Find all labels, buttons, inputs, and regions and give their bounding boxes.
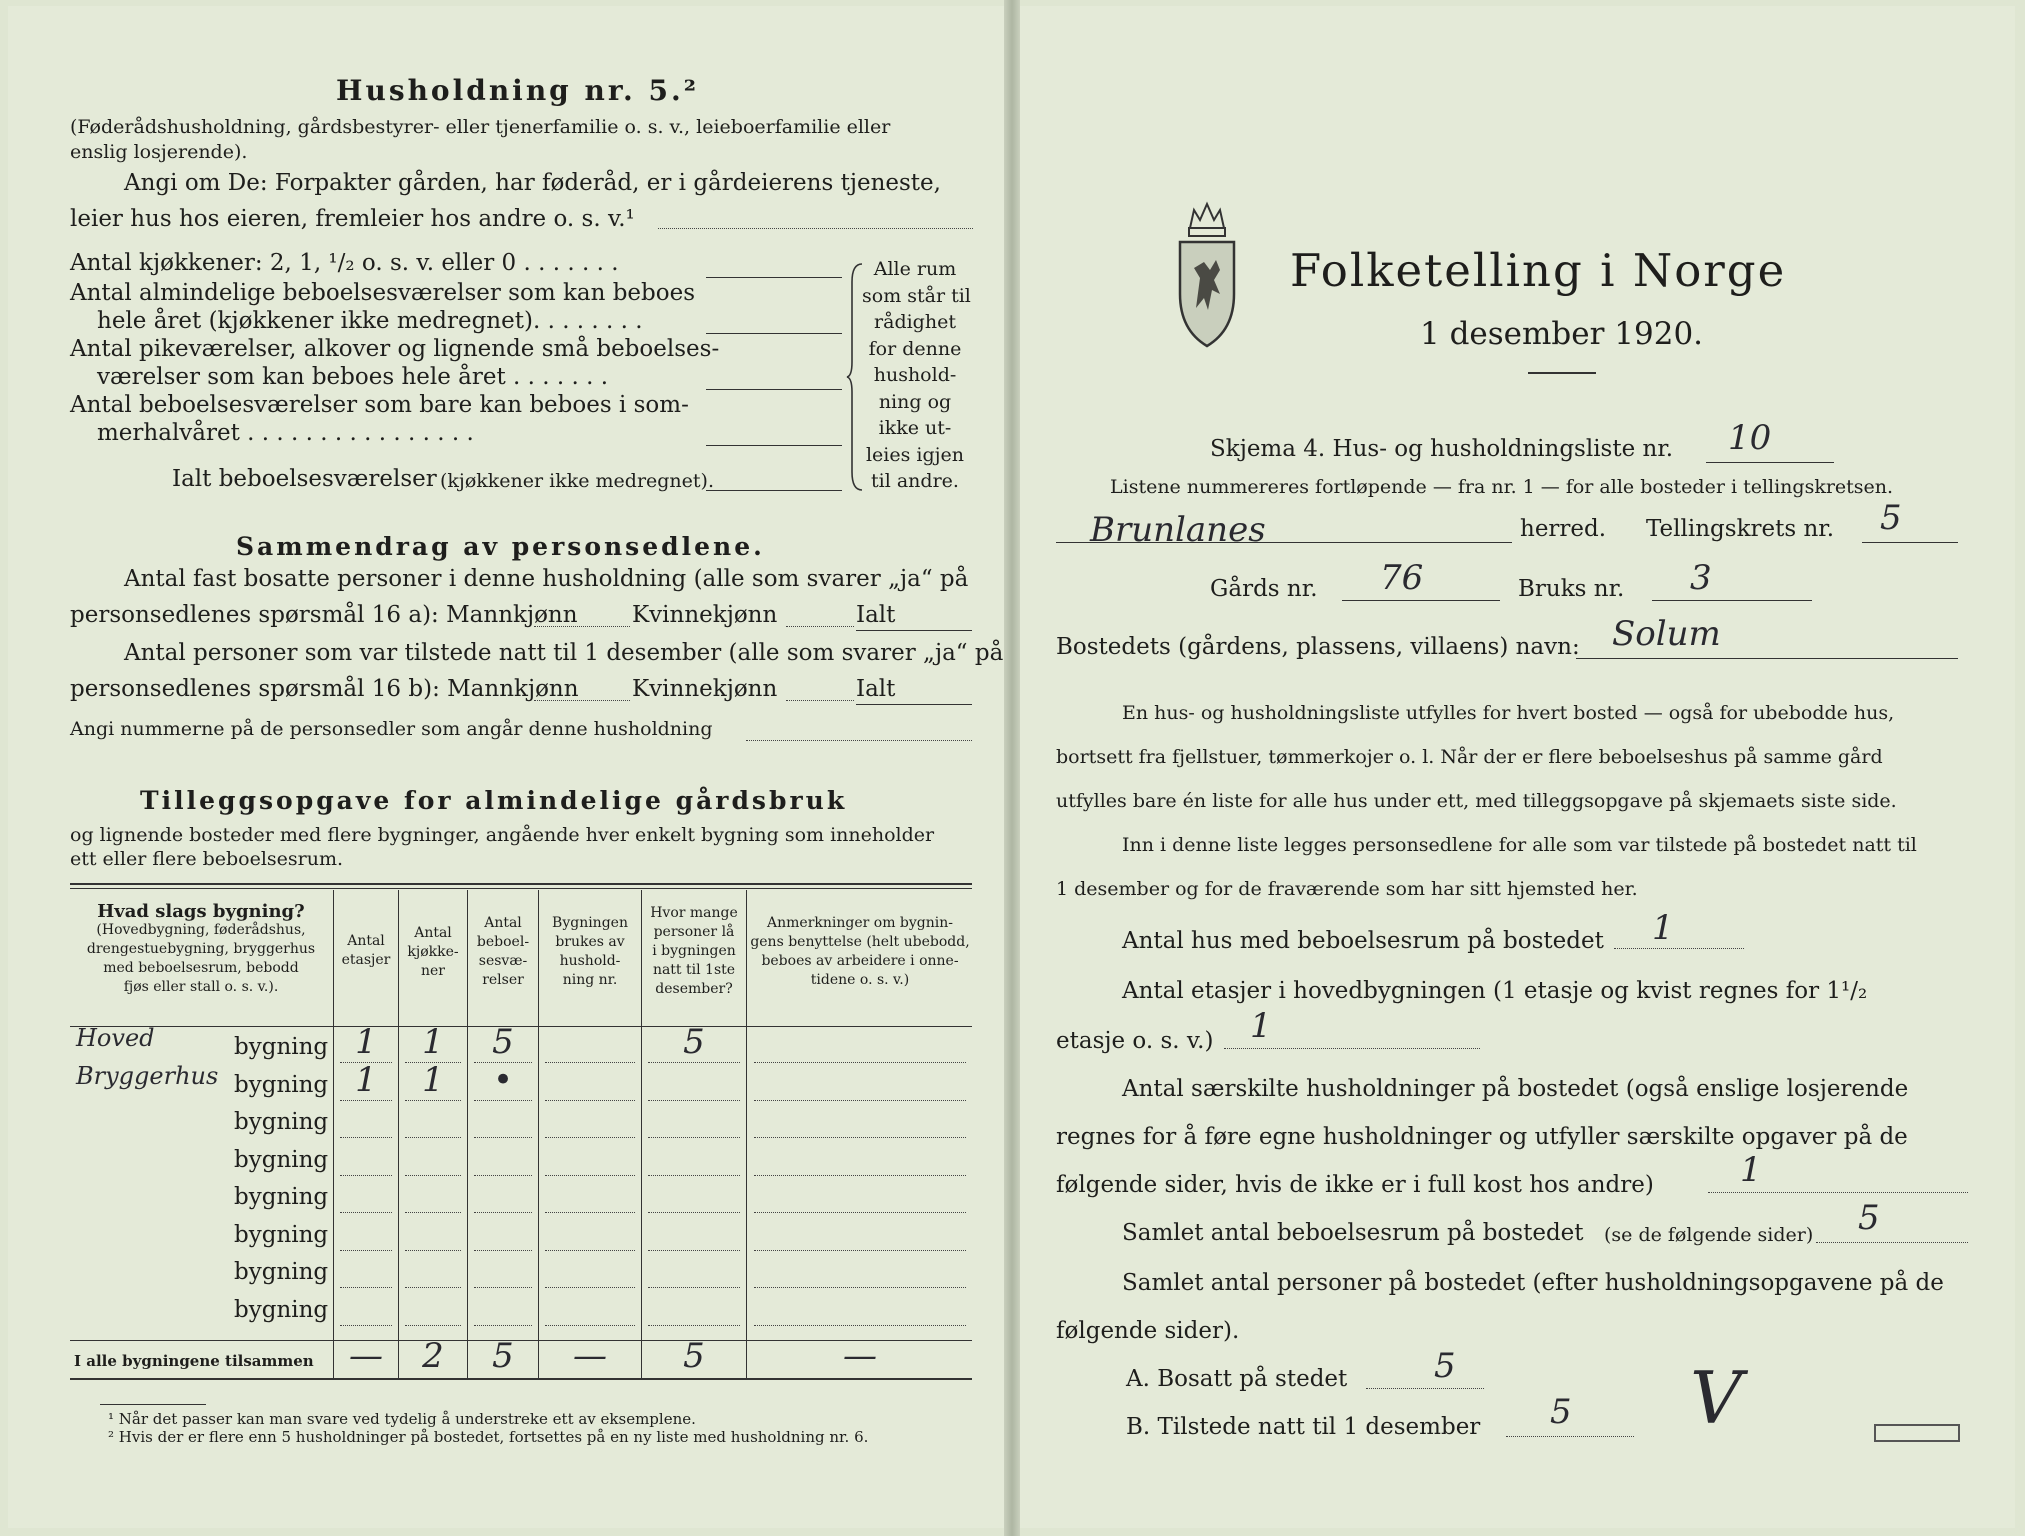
cell-line xyxy=(754,1250,966,1251)
summary-title: Sammendrag av personsedlene. xyxy=(236,532,765,561)
brace-note-line: leies igjen xyxy=(865,443,965,466)
tilstede-label: B. Tilstede natt til 1 desember xyxy=(1126,1414,1481,1440)
samlet-pers-line-1: Samlet antal personer på bostedet (efter husholdningsopgavene på de xyxy=(1122,1270,1944,1296)
cell-line xyxy=(474,1287,532,1288)
ialt-rooms-note: (kjøkkener ikke medregnet). xyxy=(440,470,714,492)
col-head-line: Bygningen xyxy=(552,915,628,931)
cell-line xyxy=(405,1250,461,1251)
cell-line xyxy=(648,1100,740,1101)
col-head-kjokken xyxy=(399,924,467,981)
angi-line-1: Angi om De: Forpakter gården, har føderåd, er i gårdeierens tjeneste, xyxy=(124,170,941,196)
building-name: Hoved xyxy=(76,1024,155,1052)
census-title: Folketelling i Norge xyxy=(1290,244,1787,297)
building-label: bygning xyxy=(234,1071,329,1098)
cell-line xyxy=(545,1175,635,1176)
rooms-answer-4 xyxy=(706,445,842,446)
col-head-line: Antal xyxy=(347,933,385,949)
brace-note-line: for denne xyxy=(868,337,962,360)
col-head-line: kjøkke- xyxy=(407,944,459,960)
col-head-anmerkninger xyxy=(748,914,972,990)
col-head-line: gens benyttelse (helt ubebodd, xyxy=(750,934,970,950)
antal-hus-value: 1 xyxy=(1652,908,1674,948)
building-label: bygning xyxy=(234,1221,329,1248)
gards-line xyxy=(1342,600,1500,601)
rooms-line-3: hele året (kjøkkener ikke medregnet). . . . . . . . xyxy=(97,308,643,334)
husholdninger-value: 1 xyxy=(1740,1150,1762,1190)
samlet-rum-note: (se de følgende sider) xyxy=(1604,1224,1814,1246)
gards-label: Gårds nr. xyxy=(1210,576,1318,602)
para1-line-2: bortsett fra fjellstuer, tømmerkojer o. l. Når der er flere beboelseshus på samme gård xyxy=(1056,746,1883,768)
samlet-pers-line-2: følgende sider). xyxy=(1056,1318,1240,1344)
cell-line xyxy=(340,1100,392,1101)
cell-line xyxy=(545,1212,635,1213)
cell-line xyxy=(754,1212,966,1213)
para1-line-3: utfylles bare én liste for alle hus under ett, med tilleggsopgave på skjemaets siste side. xyxy=(1056,790,1897,812)
bosatt-line xyxy=(1366,1388,1484,1389)
cell-line xyxy=(340,1175,392,1176)
brace-note xyxy=(862,256,971,495)
col-head-line: hushold- xyxy=(559,953,621,969)
col-head-line: i bygningen xyxy=(652,943,736,959)
etasjer-line xyxy=(1224,1048,1480,1049)
cell-vaerelser: 5 xyxy=(492,1022,514,1062)
col-head-line: beboes av arbeidere i onne- xyxy=(761,953,959,969)
bosted-label: Bostedets (gårdens, plassens, villaens) navn: xyxy=(1056,634,1580,660)
etasjer-value: 1 xyxy=(1250,1006,1272,1046)
ialt-rooms-label: Ialt beboelsesværelser xyxy=(172,466,437,492)
col-head-line: Antal xyxy=(484,915,522,931)
tellingskrets-value: 5 xyxy=(1880,498,1902,538)
book-gutter xyxy=(1004,0,1020,1536)
cell-line xyxy=(648,1325,740,1326)
col-head-line: ning nr. xyxy=(562,972,618,988)
husholdninger-line-2: regnes for å føre egne husholdninger og utfyller særskilte opgaver på de xyxy=(1056,1124,1908,1150)
cell-line xyxy=(648,1250,740,1251)
summary-line-2: personsedlenes spørsmål 16 a): Mannkjønn xyxy=(70,602,578,628)
cell-line xyxy=(405,1325,461,1326)
building-label: bygning xyxy=(234,1109,329,1135)
cell-personer: 5 xyxy=(683,1022,705,1062)
col-head-line: tidene o. s. v.) xyxy=(810,972,910,988)
cell-kjokken: 1 xyxy=(422,1022,444,1062)
bosted-value: Solum xyxy=(1612,614,1721,654)
bosatt-value: 5 xyxy=(1434,1346,1456,1386)
tilstede-value: 5 xyxy=(1550,1392,1572,1432)
kvinne-label-2: Kvinnekjønn xyxy=(632,676,778,702)
cell-kjokken: 1 xyxy=(422,1059,444,1100)
total-vaerelser: 5 xyxy=(492,1336,514,1376)
cell-line xyxy=(545,1062,635,1063)
total-kjokken: 2 xyxy=(422,1336,444,1376)
summary-line-1: Antal fast bosatte personer i denne husholdning (alle som svarer „ja“ på xyxy=(124,566,969,592)
etasjer-line-2: etasje o. s. v.) xyxy=(1056,1028,1214,1054)
gards-value: 76 xyxy=(1380,558,1424,598)
col-head-line: relser xyxy=(482,972,524,988)
col-head-line: natt til 1ste xyxy=(652,962,736,978)
bosatt-label: A. Bosatt på stedet xyxy=(1126,1366,1348,1392)
col-head-line: fjøs eller stall o. s. v.). xyxy=(123,979,279,995)
check-mark: V xyxy=(1690,1356,1742,1440)
tellingskrets-label: Tellingskrets nr. xyxy=(1646,516,1835,542)
printer-stamp xyxy=(1874,1424,1960,1442)
cell-line xyxy=(340,1137,392,1138)
cell-line xyxy=(474,1212,532,1213)
building-label: bygning xyxy=(234,1296,329,1323)
table-top-rule xyxy=(70,883,972,885)
cell-line xyxy=(754,1062,966,1063)
bruks-value: 3 xyxy=(1690,558,1712,598)
coat-of-arms-icon xyxy=(1170,198,1244,350)
building-label: bygning xyxy=(234,1184,329,1210)
col-head-line: med beboelsesrum, bebodd xyxy=(103,960,299,976)
col-head-line: desember? xyxy=(655,981,733,997)
tillegg-text-1: og lignende bosteder med flere bygninger, angående hver enkelt bygning som inneholder xyxy=(70,824,935,846)
mann-2-line xyxy=(534,700,630,701)
tilstede-line xyxy=(1506,1436,1634,1437)
building-label: bygning xyxy=(234,1259,329,1285)
para2-line-2: 1 desember og for de fraværende som har sitt hjemsted her. xyxy=(1056,878,1638,900)
husholdninger-line-3: følgende sider, hvis de ikke er i full kost hos andre) xyxy=(1056,1172,1654,1198)
cell-line xyxy=(648,1062,740,1063)
cell-line xyxy=(545,1287,635,1288)
cell-line xyxy=(545,1100,635,1101)
brace-note-line: Alle rum xyxy=(873,258,957,280)
cell-line xyxy=(545,1250,635,1251)
footnote-1: ¹ Når det passer kan man svare ved tydelig å understreke ett av eksemplene. xyxy=(108,1410,696,1428)
total-anm: — xyxy=(843,1336,877,1376)
ialt-label-1: Ialt xyxy=(856,602,896,628)
footnote-rule xyxy=(100,1404,206,1405)
cell-line xyxy=(340,1287,392,1288)
cell-line xyxy=(340,1325,392,1326)
cell-etasjer: 1 xyxy=(355,1059,377,1100)
brace-note-line: til andre. xyxy=(871,470,959,492)
col-head-line: drengestuebygning, bryggerhus xyxy=(86,941,316,957)
household-intro-1: (Føderådshusholdning, gårdsbestyrer- eller tjenerfamilie o. s. v., leieboerfamilie eller xyxy=(70,116,891,138)
nummerne-line xyxy=(746,740,972,741)
rooms-line-5: værelser som kan beboes hele året . . . . . . . xyxy=(97,364,609,390)
building-label: bygning xyxy=(234,1146,329,1173)
rooms-answer-2 xyxy=(706,333,842,334)
cell-line xyxy=(474,1175,532,1176)
cell-line xyxy=(340,1212,392,1213)
listene-line: Listene nummereres fortløpende — fra nr. 1 — for alle bosteder i tellingskretsen. xyxy=(1110,476,1894,498)
title-rule xyxy=(1528,372,1596,374)
angi-line-2: leier hus hos eieren, fremleier hos andre o. s. v.¹ xyxy=(70,206,635,232)
mann-1-line xyxy=(534,626,630,627)
cell-line xyxy=(648,1137,740,1138)
col-head-husholdning xyxy=(539,914,641,990)
tellingskrets-line xyxy=(1862,542,1958,543)
col-head-vaerelser xyxy=(468,914,538,990)
cell-etasjer: 1 xyxy=(355,1022,377,1062)
col-head-line: ner xyxy=(421,963,445,979)
col-head-building xyxy=(72,902,330,997)
summary-line-5: Angi nummerne på de personsedler som angår denne husholdning xyxy=(70,718,713,740)
cell-line xyxy=(648,1175,740,1176)
brace-note-line: ikke ut- xyxy=(878,417,952,439)
tillegg-title: Tilleggsopgave for almindelige gårdsbruk xyxy=(140,786,848,815)
left-page xyxy=(8,6,1006,1528)
table-top-rule-2 xyxy=(70,888,972,889)
cell-line xyxy=(474,1137,532,1138)
samlet-rum-line xyxy=(1816,1242,1968,1243)
col-head-line: beboel- xyxy=(476,934,530,950)
col-head-line: Hvad slags bygning? xyxy=(97,901,305,922)
cell-line xyxy=(754,1175,966,1176)
kvinne-2-line xyxy=(786,700,854,701)
antal-hus-label: Antal hus med beboelsesrum på bostedet xyxy=(1122,928,1604,954)
rooms-line-2: Antal almindelige beboelsesværelser som kan beboes xyxy=(70,280,696,306)
samlet-rum-label: Samlet antal beboelsesrum på bostedet xyxy=(1122,1220,1584,1246)
skjema-label: Skjema 4. Hus- og husholdningsliste nr. xyxy=(1210,436,1674,462)
kvinne-1-line xyxy=(786,626,854,627)
summary-line-4: personsedlenes spørsmål 16 b): Mannkjønn xyxy=(70,676,579,702)
cell-line xyxy=(754,1287,966,1288)
col-head-line: Hvor mange xyxy=(650,905,738,921)
total-rule-bottom xyxy=(70,1378,972,1380)
bosted-line xyxy=(1576,658,1958,659)
cell-line xyxy=(474,1325,532,1326)
building-name: Bryggerhus xyxy=(76,1061,219,1090)
col-head-personer xyxy=(642,904,746,999)
cell-line xyxy=(545,1325,635,1326)
total-husholdning: — xyxy=(573,1336,607,1376)
cell-line xyxy=(754,1325,966,1326)
rooms-line-4: Antal pikeværelser, alkover og lignende små beboelses- xyxy=(70,336,720,362)
col-head-line: Antal xyxy=(414,925,452,941)
rooms-line-6: Antal beboelsesværelser som bare kan beboes i som- xyxy=(70,392,689,418)
cell-line xyxy=(474,1100,532,1101)
antal-hus-line xyxy=(1614,948,1744,949)
total-personer: 5 xyxy=(683,1336,705,1376)
total-label: I alle bygningene tilsammen xyxy=(74,1352,314,1370)
total-etasjer: — xyxy=(349,1336,383,1376)
cell-line xyxy=(545,1137,635,1138)
cell-line xyxy=(754,1137,966,1138)
col-head-line: (Hovedbygning, føderådshus, xyxy=(96,922,306,938)
cell-line xyxy=(405,1212,461,1213)
para1-line-1: En hus- og husholdningsliste utfylles for hvert bosted — også for ubebodde hus, xyxy=(1122,702,1895,724)
cell-line xyxy=(754,1100,966,1101)
skjema-number: 10 xyxy=(1728,418,1772,458)
skjema-number-line xyxy=(1706,462,1834,463)
brace-note-line: hushold- xyxy=(873,364,957,386)
census-date: 1 desember 1920. xyxy=(1420,316,1704,352)
summary-line-3: Antal personer som var tilstede natt til 1 desember (alle som svarer „ja“ på xyxy=(124,640,1004,666)
col-head-line: Anmerkninger om bygnin- xyxy=(767,915,953,931)
etasjer-line-1: Antal etasjer i hovedbygningen (1 etasje og kvist regnes for 1¹/₂ xyxy=(1122,978,1868,1004)
brace-note-line: rådighet xyxy=(874,311,956,333)
herred-value: Brunlanes xyxy=(1090,510,1266,550)
rooms-answer-3 xyxy=(706,389,842,390)
cell-line xyxy=(340,1250,392,1251)
cell-line xyxy=(648,1287,740,1288)
cell-vaerelser: • xyxy=(492,1059,514,1100)
angi-answer-line xyxy=(658,228,973,229)
col-head-line: etasjer xyxy=(341,952,391,968)
tillegg-text-2: ett eller flere beboelsesrum. xyxy=(70,848,344,870)
ialt-2-line xyxy=(856,704,972,705)
building-label: bygning xyxy=(234,1034,329,1060)
herred-label: herred. xyxy=(1520,516,1607,542)
ialt-rooms-answer xyxy=(706,490,842,491)
bruks-line xyxy=(1652,600,1812,601)
ialt-1-line xyxy=(856,630,972,631)
household-title: Husholdning nr. 5.² xyxy=(336,74,700,107)
col-head-etasjer xyxy=(334,932,398,970)
herred-line xyxy=(1056,542,1512,543)
cell-line xyxy=(405,1137,461,1138)
samlet-rum-value: 5 xyxy=(1858,1198,1880,1238)
brace-note-line: ning og xyxy=(878,390,952,413)
husholdninger-line-1: Antal særskilte husholdninger på bostedet (også enslige losjerende xyxy=(1122,1076,1909,1102)
cell-line xyxy=(648,1212,740,1213)
rooms-line-1: Antal kjøkkener: 2, 1, ¹/₂ o. s. v. eller 0 . . . . . . . xyxy=(70,250,619,276)
household-intro-2: enslig losjerende). xyxy=(70,141,248,163)
ialt-label-2: Ialt xyxy=(856,676,896,702)
col-head-line: brukes av xyxy=(555,934,625,950)
col-divider xyxy=(746,890,747,1378)
rooms-answer-1 xyxy=(706,277,842,278)
kvinne-label-1: Kvinnekjønn xyxy=(632,602,778,628)
husholdninger-line xyxy=(1708,1192,1968,1193)
col-head-line: personer lå xyxy=(653,924,735,940)
footnote-2: ² Hvis der er flere enn 5 husholdninger på bostedet, fortsettes på en ny liste med husholdning nr. 6. xyxy=(108,1428,869,1446)
para2-line-1: Inn i denne liste legges personsedlene for alle som var tilstede på bostedet natt til xyxy=(1122,834,1917,856)
col-head-line: sesvæ- xyxy=(478,953,528,969)
rooms-line-7: merhalvåret . . . . . . . . . . . . . . . . xyxy=(97,420,474,446)
cell-line xyxy=(405,1175,461,1176)
cell-line xyxy=(474,1250,532,1251)
brace-note-line: som står til xyxy=(862,284,971,307)
cell-line xyxy=(405,1100,461,1101)
cell-line xyxy=(405,1287,461,1288)
bruks-label: Bruks nr. xyxy=(1518,576,1625,602)
